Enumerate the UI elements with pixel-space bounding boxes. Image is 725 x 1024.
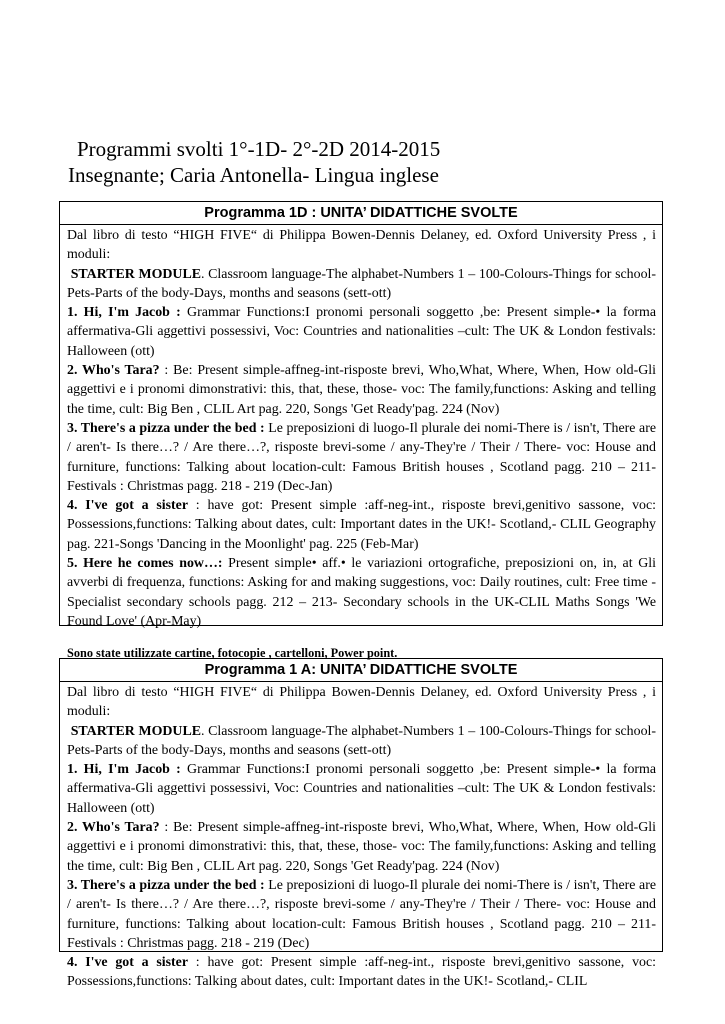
unit-2-title: 2. Who's Tara?: [67, 820, 160, 836]
unit-4: [67, 953, 656, 992]
materials-note: Sono state utilizzate cartine, fotocopie , cartelloni, Power point.: [67, 646, 398, 661]
unit-4-text: : have got: Present simple :aff-neg-int., risposte brevi,genitivo sassone, voc: Possessions,functions: Talking about dates, cult: Important dates in the UK!- Scotland,- CLIL Geography pag. 221-Songs 'Dancing in the Moonlight' pag. 225 (Feb-Mar): [67, 498, 656, 552]
unit-1: [67, 760, 656, 818]
unit-1: [67, 303, 656, 361]
unit-4-title: 4. I've got a sister: [67, 955, 189, 971]
unit-3: [67, 419, 656, 496]
program-1a-body: [60, 682, 662, 992]
unit-4: [67, 496, 656, 554]
document-title: Programmi svolti 1°-1D- 2°-2D 2014-2015: [77, 137, 441, 161]
unit-1-text: Grammar Functions:I pronomi personali soggetto ,be: Present simple-• la forma affermativa-Gli aggettivi possessivi, Voc: Countries and nationalities –cult: The UK & London festivals: Halloween (ott): [67, 305, 656, 359]
unit-2-text: : Be: Present simple-affneg-int-risposte brevi, Who,What, Where, When, How old-Gli aggettivi e i pronomi dimonstrativi: this, that, these, those- voc: The family,functions: Asking and telling the time, cult: Big Ben , CLIL Art pag. 220, Songs 'Get Ready'pag. 224 (Nov): [67, 820, 656, 874]
starter-module-text: . Classroom language-The alphabet-Numbers 1 – 100-Colours-Things for school-Pets-Parts of the body-Days, months and seasons (sett-ott): [67, 723, 657, 758]
unit-2-text: : Be: Present simple-affneg-int-risposte brevi, Who,What, Where, When, How old-Gli aggettivi e i pronomi dimonstrativi: this, that, these, those- voc: The family,functions: Asking and telling the time, cult: Big Ben , CLIL Art pag. 220, Songs 'Get Ready'pag. 224 (Nov): [67, 363, 656, 417]
unit-1-title: 1. Hi, I'm Jacob :: [67, 762, 181, 778]
program-1d-body: [60, 225, 662, 664]
program-1a-heading: Programma 1 A: UNITA’ DIDATTICHE SVOLTE: [60, 659, 662, 682]
program-1d-heading: Programma 1D : UNITA’ DIDATTICHE SVOLTE: [60, 202, 662, 225]
unit-5: [67, 554, 656, 631]
unit-3-title: 3. There's a pizza under the bed :: [67, 877, 265, 893]
starter-module: [67, 265, 656, 304]
unit-3: [67, 876, 656, 953]
unit-3-title: 3. There's a pizza under the bed :: [67, 420, 265, 436]
program-1d-box: [59, 201, 663, 661]
unit-5-text: Present simple• aff.• le variazioni ortografiche, preposizioni on, in, at Gli avverbi di frequenza, functions: Asking for and making suggestions, voc: Daily routines, cult: Free time -Specialist secondary schools pagg. 212 – 213- Secondary schools in the UK-CLIL Maths Songs 'We Found Love' (Apr-May): [67, 556, 656, 629]
unit-2: [67, 361, 656, 419]
unit-1-title: 1. Hi, I'm Jacob :: [67, 305, 181, 321]
textbook-intro: Dal libro di testo “HIGH FIVE“ di Philippa Bowen-Dennis Delaney, ed. Oxford University Press , i moduli:: [67, 228, 656, 263]
unit-3-text: Le preposizioni di luogo-Il plurale dei nomi-There is / isn't, There are / aren't- Is there…? / Are there…?, risposte brevi-some / any-They're / Their / There- voc: House and furniture, functions: Talking about location-cult: Famous British houses , Scotland pagg. 210 – 211-Festivals : Christmas pagg. 218 - 219 (Dec): [67, 877, 656, 951]
starter-module: [67, 722, 656, 761]
teacher-subject-line: Insegnante; Caria Antonella- Lingua inglese: [68, 163, 439, 187]
unit-4-text: : have got: Present simple :aff-neg-int., risposte brevi,genitivo sassone, voc: Possessions,functions: Talking about dates, cult: Important dates in the UK!- Scotland,- CLIL: [67, 955, 656, 990]
unit-2-title: 2. Who's Tara?: [67, 363, 160, 379]
starter-module-title: STARTER MODULE: [70, 723, 201, 739]
starter-module-title: STARTER MODULE: [70, 266, 201, 282]
program-1a-box: [59, 658, 663, 990]
textbook-intro: Dal libro di testo “HIGH FIVE“ di Philippa Bowen-Dennis Delaney, ed. Oxford University Press , i moduli:: [67, 685, 656, 720]
unit-5-title: 5. Here he comes now…:: [67, 556, 223, 572]
unit-2: [67, 818, 656, 876]
unit-3-text: Le preposizioni di luogo-Il plurale dei nomi-There is / isn't, There are / aren't- Is there…? / Are there…?, risposte brevi-some / any-They're / Their / There- voc: House and furniture, functions: Talking about location-cult: Famous British houses , Scotland pagg. 210 – 211-Festivals : Christmas pagg. 218 - 219 (Dec-Jan): [67, 420, 656, 494]
unit-1-text: Grammar Functions:I pronomi personali soggetto ,be: Present simple-• la forma affermativa-Gli aggettivi possessivi, Voc: Countries and nationalities –cult: The UK & London festivals: Halloween (ott): [67, 762, 656, 816]
starter-module-text: . Classroom language-The alphabet-Numbers 1 – 100-Colours-Things for school-Pets-Parts of the body-Days, months and seasons (sett-ott): [67, 266, 657, 301]
unit-4-title: 4. I've got a sister: [67, 498, 189, 514]
